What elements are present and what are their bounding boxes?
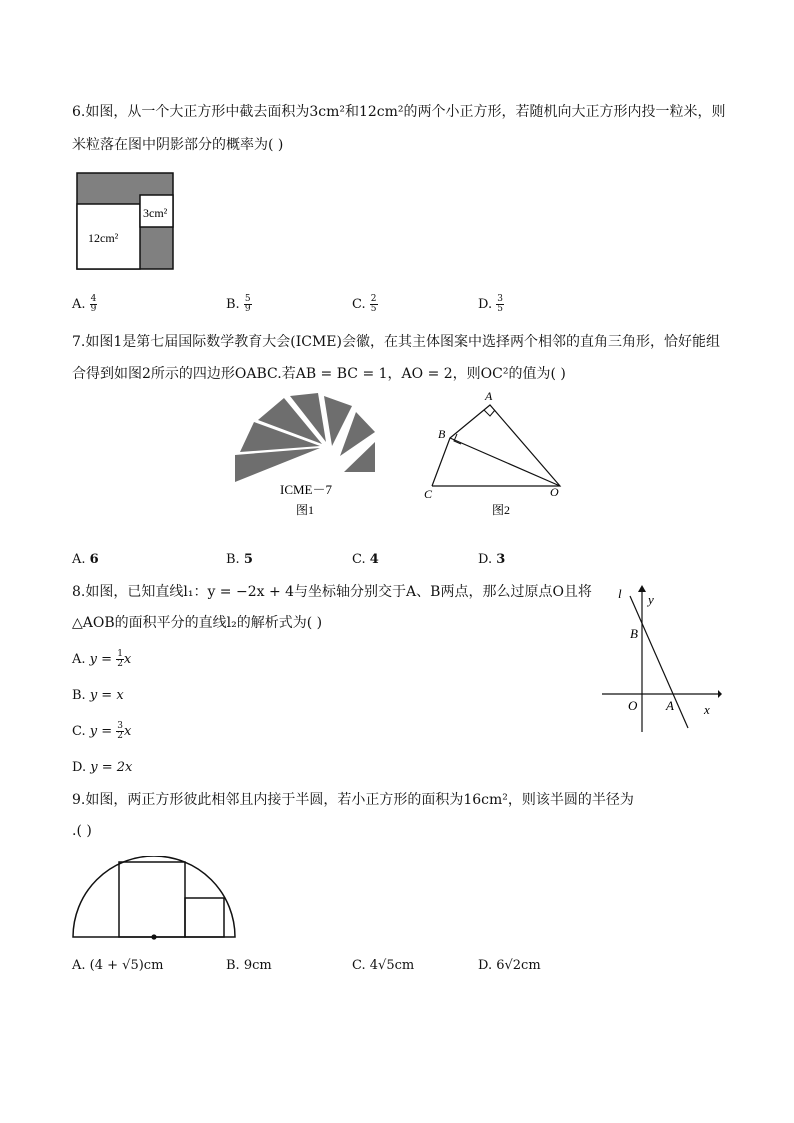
- q8-label-y: y: [648, 592, 654, 607]
- option-letter: C.: [352, 297, 366, 312]
- option-value: 4: [369, 552, 379, 567]
- option-value: 6√2cm: [496, 958, 541, 973]
- q7-label-b: B: [438, 427, 446, 441]
- q8-option-a[interactable]: [72, 650, 131, 669]
- q6-square-figure: [76, 172, 176, 272]
- q7-fig1-caption: 图1: [296, 503, 315, 517]
- q8-label-x: x: [704, 702, 710, 717]
- option-letter: D.: [478, 958, 493, 973]
- q6-text-line2: 米粒落在图中阴影部分的概率为( ): [72, 137, 284, 153]
- q8-option-c[interactable]: [72, 722, 131, 741]
- option-letter: D.: [478, 552, 493, 567]
- option-letter: A.: [72, 652, 86, 667]
- q8-label-a: A: [666, 698, 674, 713]
- q6-option-d[interactable]: [478, 295, 504, 314]
- option-prefix: y =: [89, 652, 117, 667]
- option-suffix: x: [123, 652, 132, 667]
- fraction-numerator: 3: [497, 294, 503, 304]
- option-suffix: x: [124, 724, 132, 739]
- q7-figure1-icme-logo: [232, 390, 380, 520]
- q8-coordinate-graph: [598, 582, 724, 738]
- option-letter: D.: [478, 297, 493, 312]
- q7-option-c[interactable]: [352, 551, 379, 569]
- fraction-numerator: 4: [90, 294, 97, 304]
- q7-logo-text: ICME－7: [280, 482, 333, 497]
- q7-figure2-quadrilateral: [418, 388, 578, 522]
- option-letter: B.: [226, 552, 240, 567]
- fraction-denominator: 2: [117, 731, 124, 741]
- q8-text-line2: △AOB的面积平分的直线l₂的解析式为( ): [72, 615, 323, 631]
- fraction-numerator: 5: [244, 294, 251, 304]
- fraction-denominator: 2: [117, 659, 123, 669]
- option-fraction: [370, 295, 378, 314]
- q6-option-a[interactable]: [72, 295, 97, 314]
- q6-label-12cm2: 12cm²: [88, 231, 119, 245]
- q9-option-c[interactable]: [352, 957, 414, 975]
- q9-option-b[interactable]: [226, 957, 272, 975]
- q8-text-line1: 8.如图，已知直线l₁：y = −2x + 4与坐标轴分别交于A、B两点，那么过原点O且将: [72, 584, 592, 600]
- q7-option-d[interactable]: [478, 551, 505, 569]
- option-value: 3: [496, 552, 506, 567]
- q8-label-b: B: [630, 626, 638, 641]
- fraction-numerator: 1: [117, 649, 123, 659]
- q8-option-d[interactable]: [72, 759, 132, 777]
- option-letter: B.: [226, 958, 240, 973]
- q9-semicircle-figure: [70, 856, 238, 942]
- q7-label-o: O: [550, 485, 559, 499]
- option-value: 5: [243, 552, 253, 567]
- option-value: (4 + √5)cm: [89, 958, 164, 973]
- option-letter: B.: [226, 297, 240, 312]
- q7-option-a[interactable]: [72, 551, 99, 569]
- q8-option-b[interactable]: [72, 687, 124, 705]
- q7-label-c: C: [424, 487, 433, 501]
- option-letter: B.: [72, 688, 86, 703]
- q9-text-line1: 9.如图，两正方形彼此相邻且内接于半圆，若小正方形的面积为16cm²，则该半圆的半径为: [72, 792, 634, 808]
- fraction-denominator: 9: [90, 304, 97, 314]
- q8-label-o: O: [628, 698, 638, 713]
- q7-fig2-caption: 图2: [492, 503, 511, 517]
- option-letter: C.: [352, 958, 366, 973]
- q6-text-line1: 6.如图，从一个大正方形中截去面积为3cm²和12cm²的两个小正方形，若随机向大正方形内投一粒米，则: [72, 104, 726, 120]
- fraction-numerator: 3: [117, 721, 124, 731]
- option-letter: D.: [72, 760, 87, 775]
- option-letter: A.: [72, 552, 86, 567]
- option-value: 6: [89, 552, 99, 567]
- fraction-numerator: 2: [370, 294, 377, 304]
- option-value: 9cm: [243, 958, 272, 973]
- q6-label-3cm2: 3cm²: [143, 206, 168, 220]
- q7-option-b[interactable]: [226, 551, 253, 569]
- q7-label-a: A: [485, 389, 493, 403]
- q6-option-c[interactable]: [352, 295, 378, 314]
- q6-option-b[interactable]: [226, 295, 252, 314]
- option-fraction: [116, 722, 124, 741]
- option-letter: A.: [72, 958, 86, 973]
- option-fraction: [116, 650, 124, 669]
- q8-label-l: l: [618, 586, 622, 601]
- fraction-denominator: 5: [370, 304, 377, 314]
- q9-option-d[interactable]: [478, 957, 541, 975]
- option-letter: C.: [352, 552, 366, 567]
- q9-option-a[interactable]: [72, 957, 163, 975]
- option-value: y = 2x: [90, 760, 133, 775]
- fraction-denominator: 9: [244, 304, 251, 314]
- option-fraction: [244, 295, 252, 314]
- option-value: 4√5cm: [369, 958, 415, 973]
- option-letter: A.: [72, 297, 86, 312]
- option-fraction: [90, 295, 98, 314]
- q7-text-line2: 合得到如图2所示的四边形OABC.若AB = BC = 1，AO = 2，则OC²的值为( ): [72, 366, 566, 382]
- fraction-denominator: 5: [497, 304, 503, 314]
- option-fraction: [496, 295, 504, 314]
- option-prefix: y =: [89, 724, 117, 739]
- option-value: y = x: [89, 688, 124, 703]
- q7-text-line1: 7.如图1是第七届国际数学教育大会(ICME)会徽，在其主体图案中选择两个相邻的直角三角形，恰好能组: [72, 334, 720, 350]
- option-letter: C.: [72, 724, 86, 739]
- q9-text-line2: .( ): [72, 823, 92, 839]
